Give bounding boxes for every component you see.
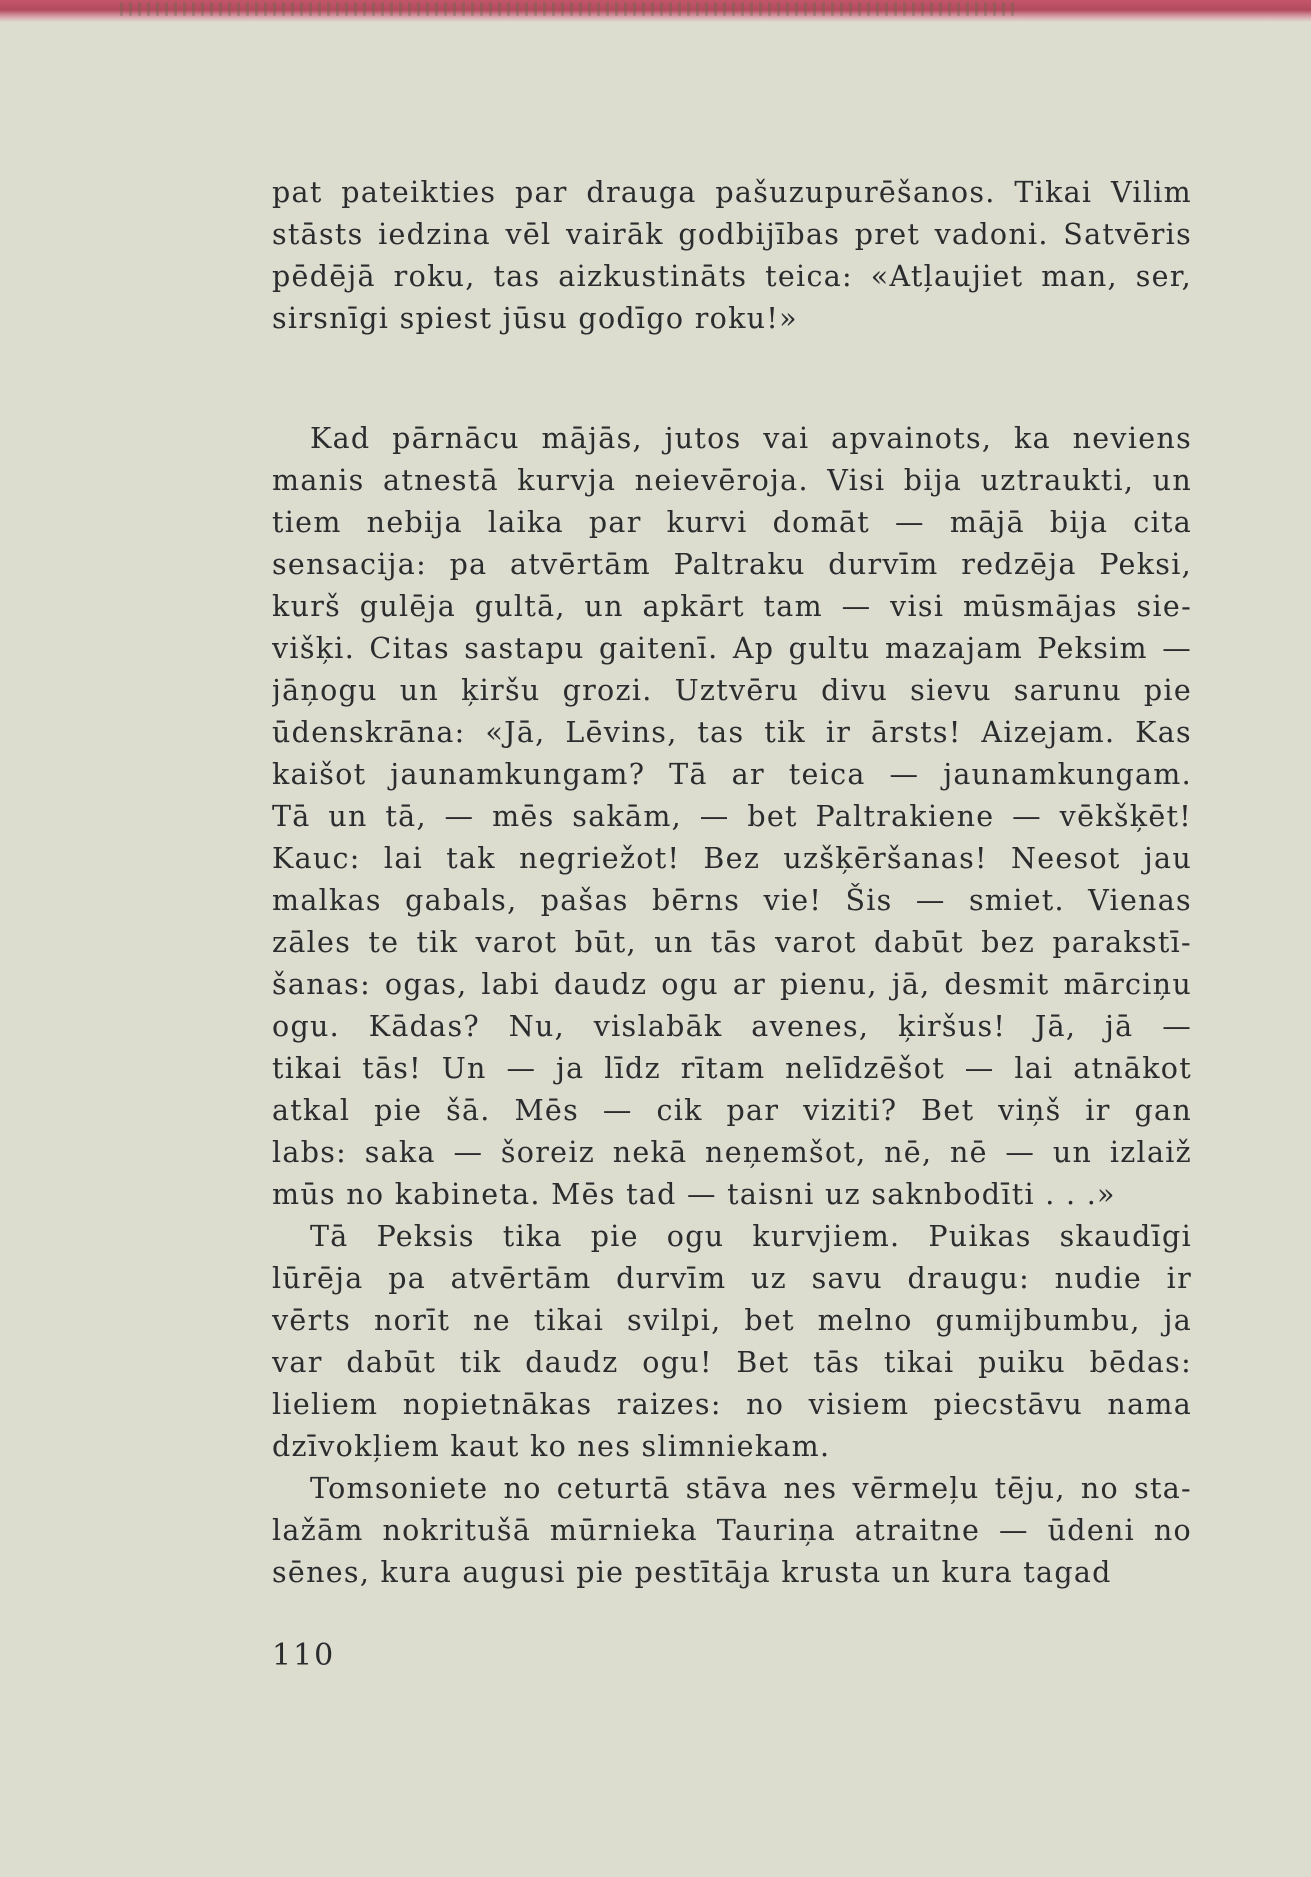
text-line: atkal pie šā. Mēs — cik par viziti? Bet viņš ir gan [272, 1094, 1192, 1127]
text-line: zāles te tik varot būt, un tās varot dabūt bez parakstī- [272, 926, 1192, 959]
section-break [272, 340, 1192, 418]
text-line: vērts norīt ne tikai svilpi, bet melno gumijbumbu, ja [272, 1304, 1192, 1337]
text-line: Kad pārnācu mājās, jutos vai apvainots, ka neviens [310, 422, 1192, 455]
text-line: sirsnīgi spiest jūsu godīgo roku!» [272, 302, 798, 335]
text-line: kurš gulēja gultā, un apkārt tam — visi mūsmājas sie- [272, 590, 1192, 623]
text-line: malkas gabals, pašas bērns vie! Šis — smiet. Vienas [272, 884, 1192, 917]
text-line: ūdenskrāna: «Jā, Lēvins, tas tik ir ārsts! Aizejam. Kas [272, 716, 1192, 749]
text-line: sensacija: pa atvērtām Paltraku durvīm redzēja Peksi, [272, 548, 1192, 581]
text-line: labs: saka — šoreiz nekā neņemšot, nē, nē — un izlaiž [272, 1136, 1192, 1169]
text-line: Tā un tā, — mēs sakām, — bet Paltrakiene — vēkšķēt! [272, 800, 1192, 833]
text-line: višķi. Citas sastapu gaitenī. Ap gultu mazajam Peksim — [272, 632, 1192, 665]
text-line: dzīvokļiem kaut ko nes slimniekam. [272, 1430, 831, 1463]
text-line: ogu. Kādas? Nu, vislabāk avenes, ķiršus! Jā, jā — [272, 1010, 1192, 1043]
page-top-edge [0, 0, 1311, 22]
text-line: Tā Peksis tika pie ogu kurvjiem. Puikas skaudīgi [310, 1220, 1192, 1253]
text-line: lūrēja pa atvērtām durvīm uz savu draugu: nudie ir [272, 1262, 1192, 1295]
page-number: 110 [272, 1638, 336, 1673]
text-line: lažām nokritušā mūrnieka Tauriņa atraitne — ūdeni no [272, 1514, 1192, 1547]
text-line: jāņogu un ķiršu grozi. Uztvēru divu sievu sarunu pie [272, 674, 1192, 707]
text-line: manis atnestā kurvja neievēroja. Visi bija uztraukti, un [272, 464, 1192, 497]
text-line: lieliem nopietnākas raizes: no visiem piecstāvu nama [272, 1388, 1192, 1421]
text-line: tiem nebija laika par kurvi domāt — mājā bija cita [272, 506, 1192, 539]
text-line: mūs no kabineta. Mēs tad — taisni uz saknbodīti . . .» [272, 1178, 1116, 1211]
text-line: Kauc: lai tak negriežot! Bez uzšķēršanas! Neesot jau [272, 842, 1192, 875]
text-line: sēnes, kura augusi pie pestītāja krusta un kura tagad [272, 1556, 1112, 1589]
text-line: šanas: ogas, labi daudz ogu ar pienu, jā, desmit mārciņu [272, 968, 1192, 1001]
text-line: kaišot jaunamkungam? Tā ar teica — jaunamkungam. [272, 758, 1192, 791]
text-line: var dabūt tik daudz ogu! Bet tās tikai puiku bēdas: [272, 1346, 1192, 1379]
page-text-block [272, 172, 1192, 1594]
text-line: pat pateikties par drauga pašuzupurēšanos. Tikai Vilim [272, 176, 1192, 209]
text-line: tikai tās! Un — ja līdz rītam nelīdzēšot — lai atnākot [272, 1052, 1192, 1085]
text-line: pēdējā roku, tas aizkustināts teica: «Atļaujiet man, ser, [272, 260, 1192, 293]
text-line: Tomsoniete no ceturtā stāva nes vērmeļu tēju, no sta- [310, 1472, 1192, 1505]
text-line: stāsts iedzina vēl vairāk godbijības pret vadoni. Satvēris [272, 218, 1192, 251]
